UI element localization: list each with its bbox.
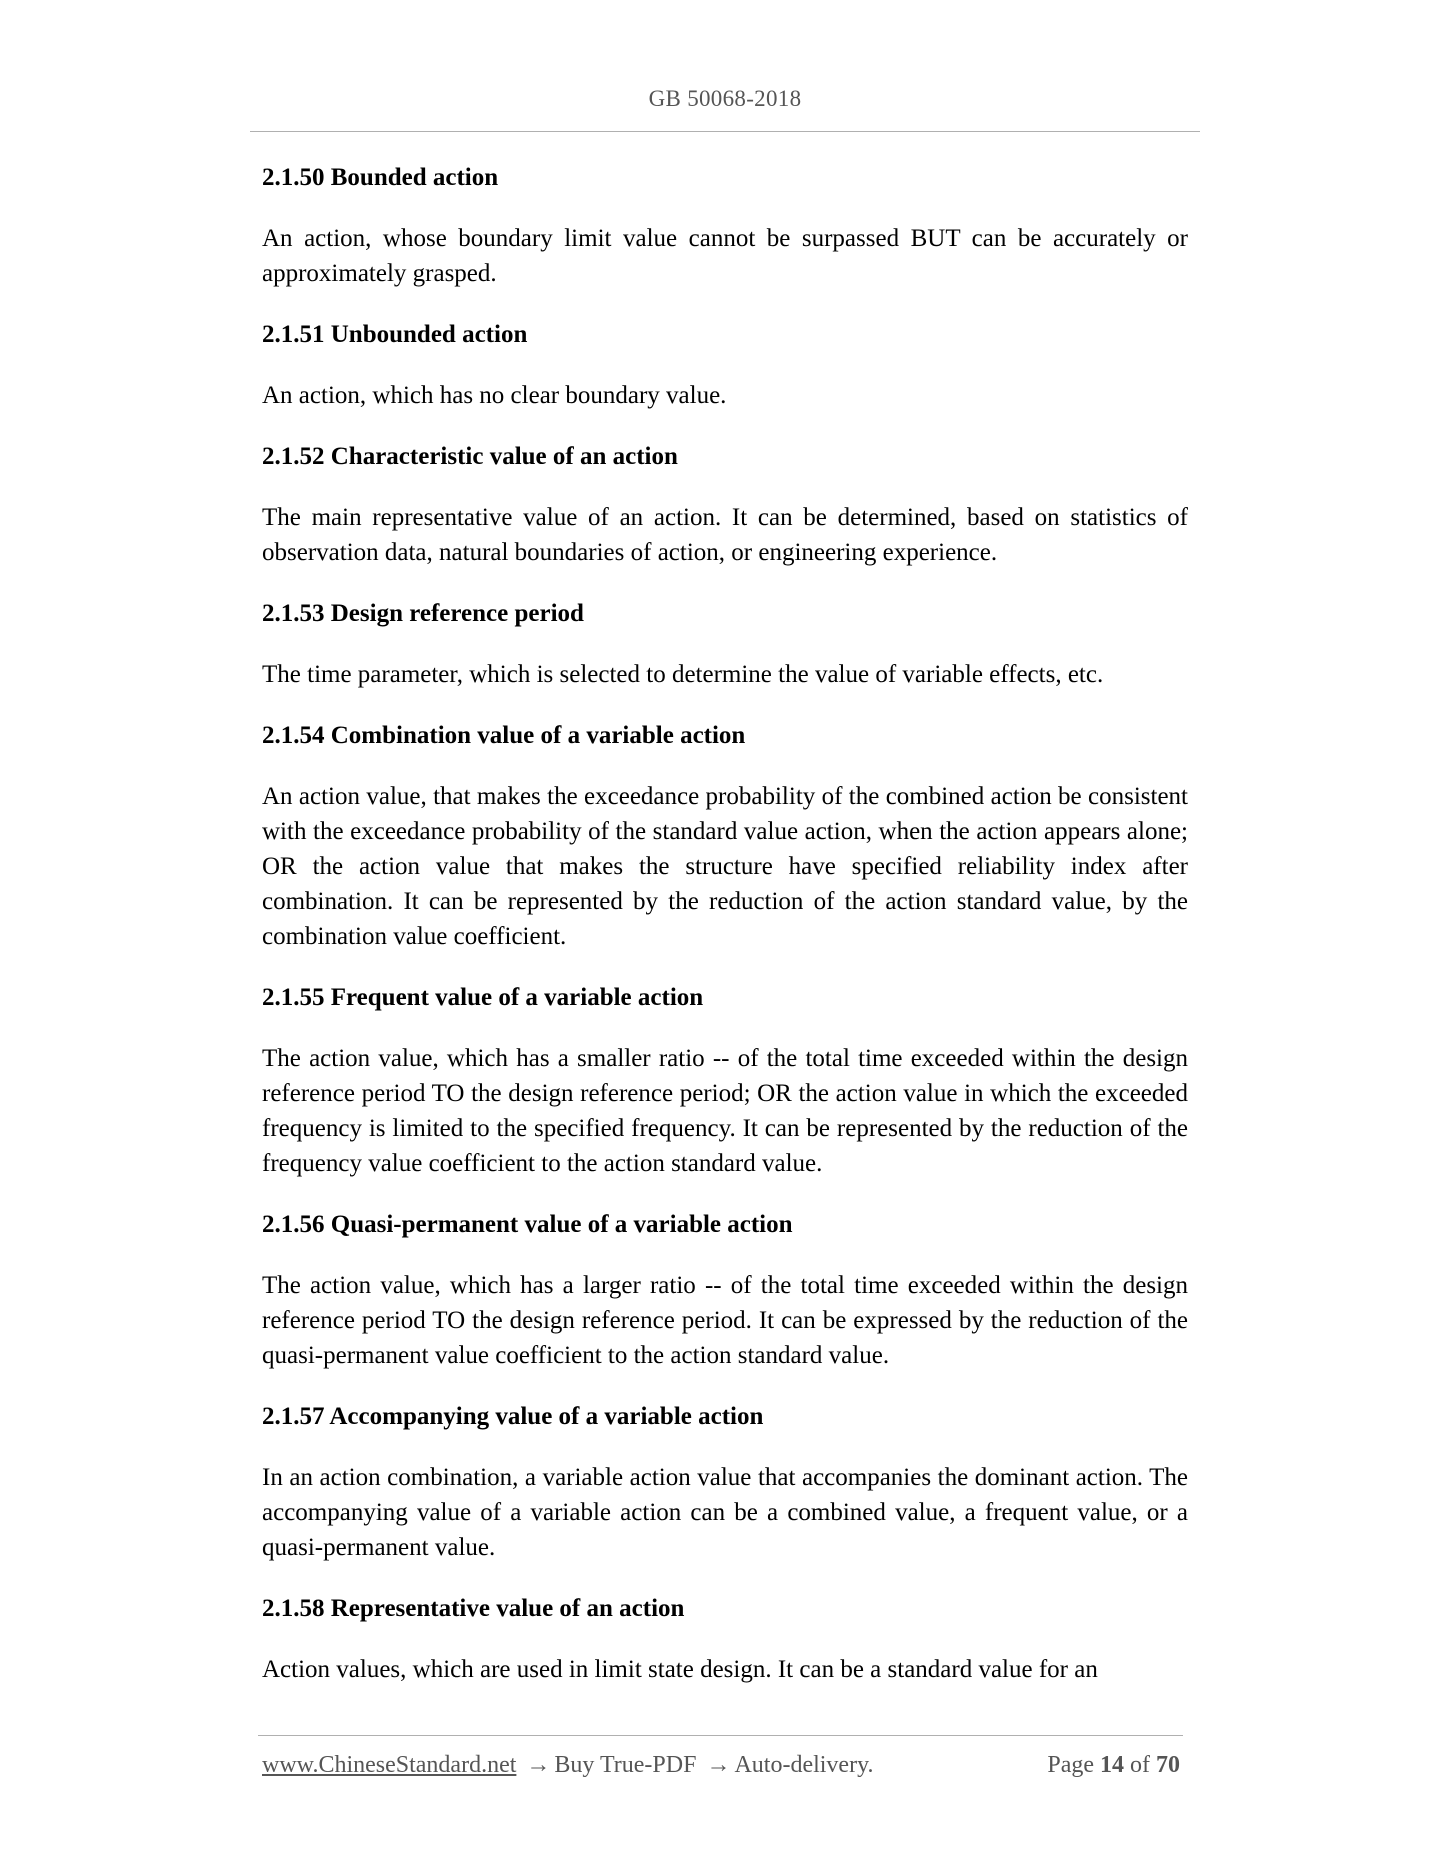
- term-definition: The action value, which has a larger ratio -- of the total time exceeded within the design reference period TO the design reference period. It can be expressed by the reduction of the quasi-permanent value coefficient to the action standard value.: [262, 1272, 1188, 1369]
- term-item: [262, 1591, 1188, 1687]
- term-item: [262, 596, 1188, 692]
- footer-promo: [262, 1752, 874, 1779]
- term-heading: 2.1.55 Frequent value of a variable action: [262, 984, 704, 1011]
- term-item: [262, 718, 1188, 954]
- term-heading: 2.1.54 Combination value of a variable action: [262, 722, 746, 749]
- term-definition: An action, which has no clear boundary value.: [262, 382, 727, 409]
- site-link[interactable]: www.ChineseStandard.net: [262, 1752, 517, 1778]
- page-current: 14: [1100, 1752, 1124, 1778]
- page-label: Page: [1047, 1752, 1094, 1778]
- term-definition: The action value, which has a smaller ratio -- of the total time exceeded within the design reference period TO the design reference period; OR the action value in which the exceeded frequency is limited to the specified frequency. It can be represented by the reduction of the frequency value coefficient to the action standard value.: [262, 1045, 1188, 1177]
- term-definition: An action, whose boundary limit value cannot be surpassed BUT can be accurately or approximately grasped.: [262, 225, 1188, 287]
- terms-content: [262, 160, 1188, 1713]
- arrow-right-icon: →: [526, 1752, 551, 1778]
- of-label: of: [1130, 1752, 1150, 1778]
- term-definition: In an action combination, a variable action value that accompanies the dominant action. The accompanying value of a variable action can be a combined value, a frequent value, or a quasi-permanent value.: [262, 1464, 1188, 1561]
- term-heading: 2.1.52 Characteristic value of an action: [262, 443, 678, 470]
- term-heading: 2.1.50 Bounded action: [262, 164, 499, 191]
- page-total: 70: [1156, 1752, 1180, 1778]
- term-item: [262, 980, 1188, 1181]
- page-header-title: GB 50068-2018: [648, 86, 802, 111]
- arrow-right-icon: →: [706, 1752, 731, 1778]
- term-item: [262, 1399, 1188, 1565]
- header-divider: [250, 131, 1200, 132]
- footer-divider: [258, 1735, 1183, 1736]
- term-heading: 2.1.53 Design reference period: [262, 600, 584, 627]
- auto-delivery-text: Auto-delivery.: [734, 1752, 874, 1778]
- term-definition: The time parameter, which is selected to determine the value of variable effects, etc.: [262, 661, 1104, 688]
- term-heading: 2.1.56 Quasi-permanent value of a variable action: [262, 1211, 793, 1238]
- page-indicator: [1047, 1752, 1180, 1779]
- buy-true-pdf-text: Buy True-PDF: [554, 1752, 697, 1778]
- term-item: [262, 160, 1188, 291]
- term-definition: Action values, which are used in limit state design. It can be a standard value for an: [262, 1656, 1098, 1683]
- term-item: [262, 439, 1188, 570]
- term-definition: An action value, that makes the exceedance probability of the combined action be consistent with the exceedance probability of the standard value action, when the action appears alone; OR the action value that makes the structure have specified reliability index after combination. It can be represented by the reduction of the action standard value, by the combination value coefficient.: [262, 783, 1188, 950]
- term-heading: 2.1.58 Representative value of an action: [262, 1595, 685, 1622]
- term-heading: 2.1.57 Accompanying value of a variable action: [262, 1403, 764, 1430]
- term-definition: The main representative value of an action. It can be determined, based on statistics of observation data, natural boundaries of action, or engineering experience.: [262, 504, 1188, 566]
- term-item: [262, 1207, 1188, 1373]
- term-item: [262, 317, 1188, 413]
- term-heading: 2.1.51 Unbounded action: [262, 321, 528, 348]
